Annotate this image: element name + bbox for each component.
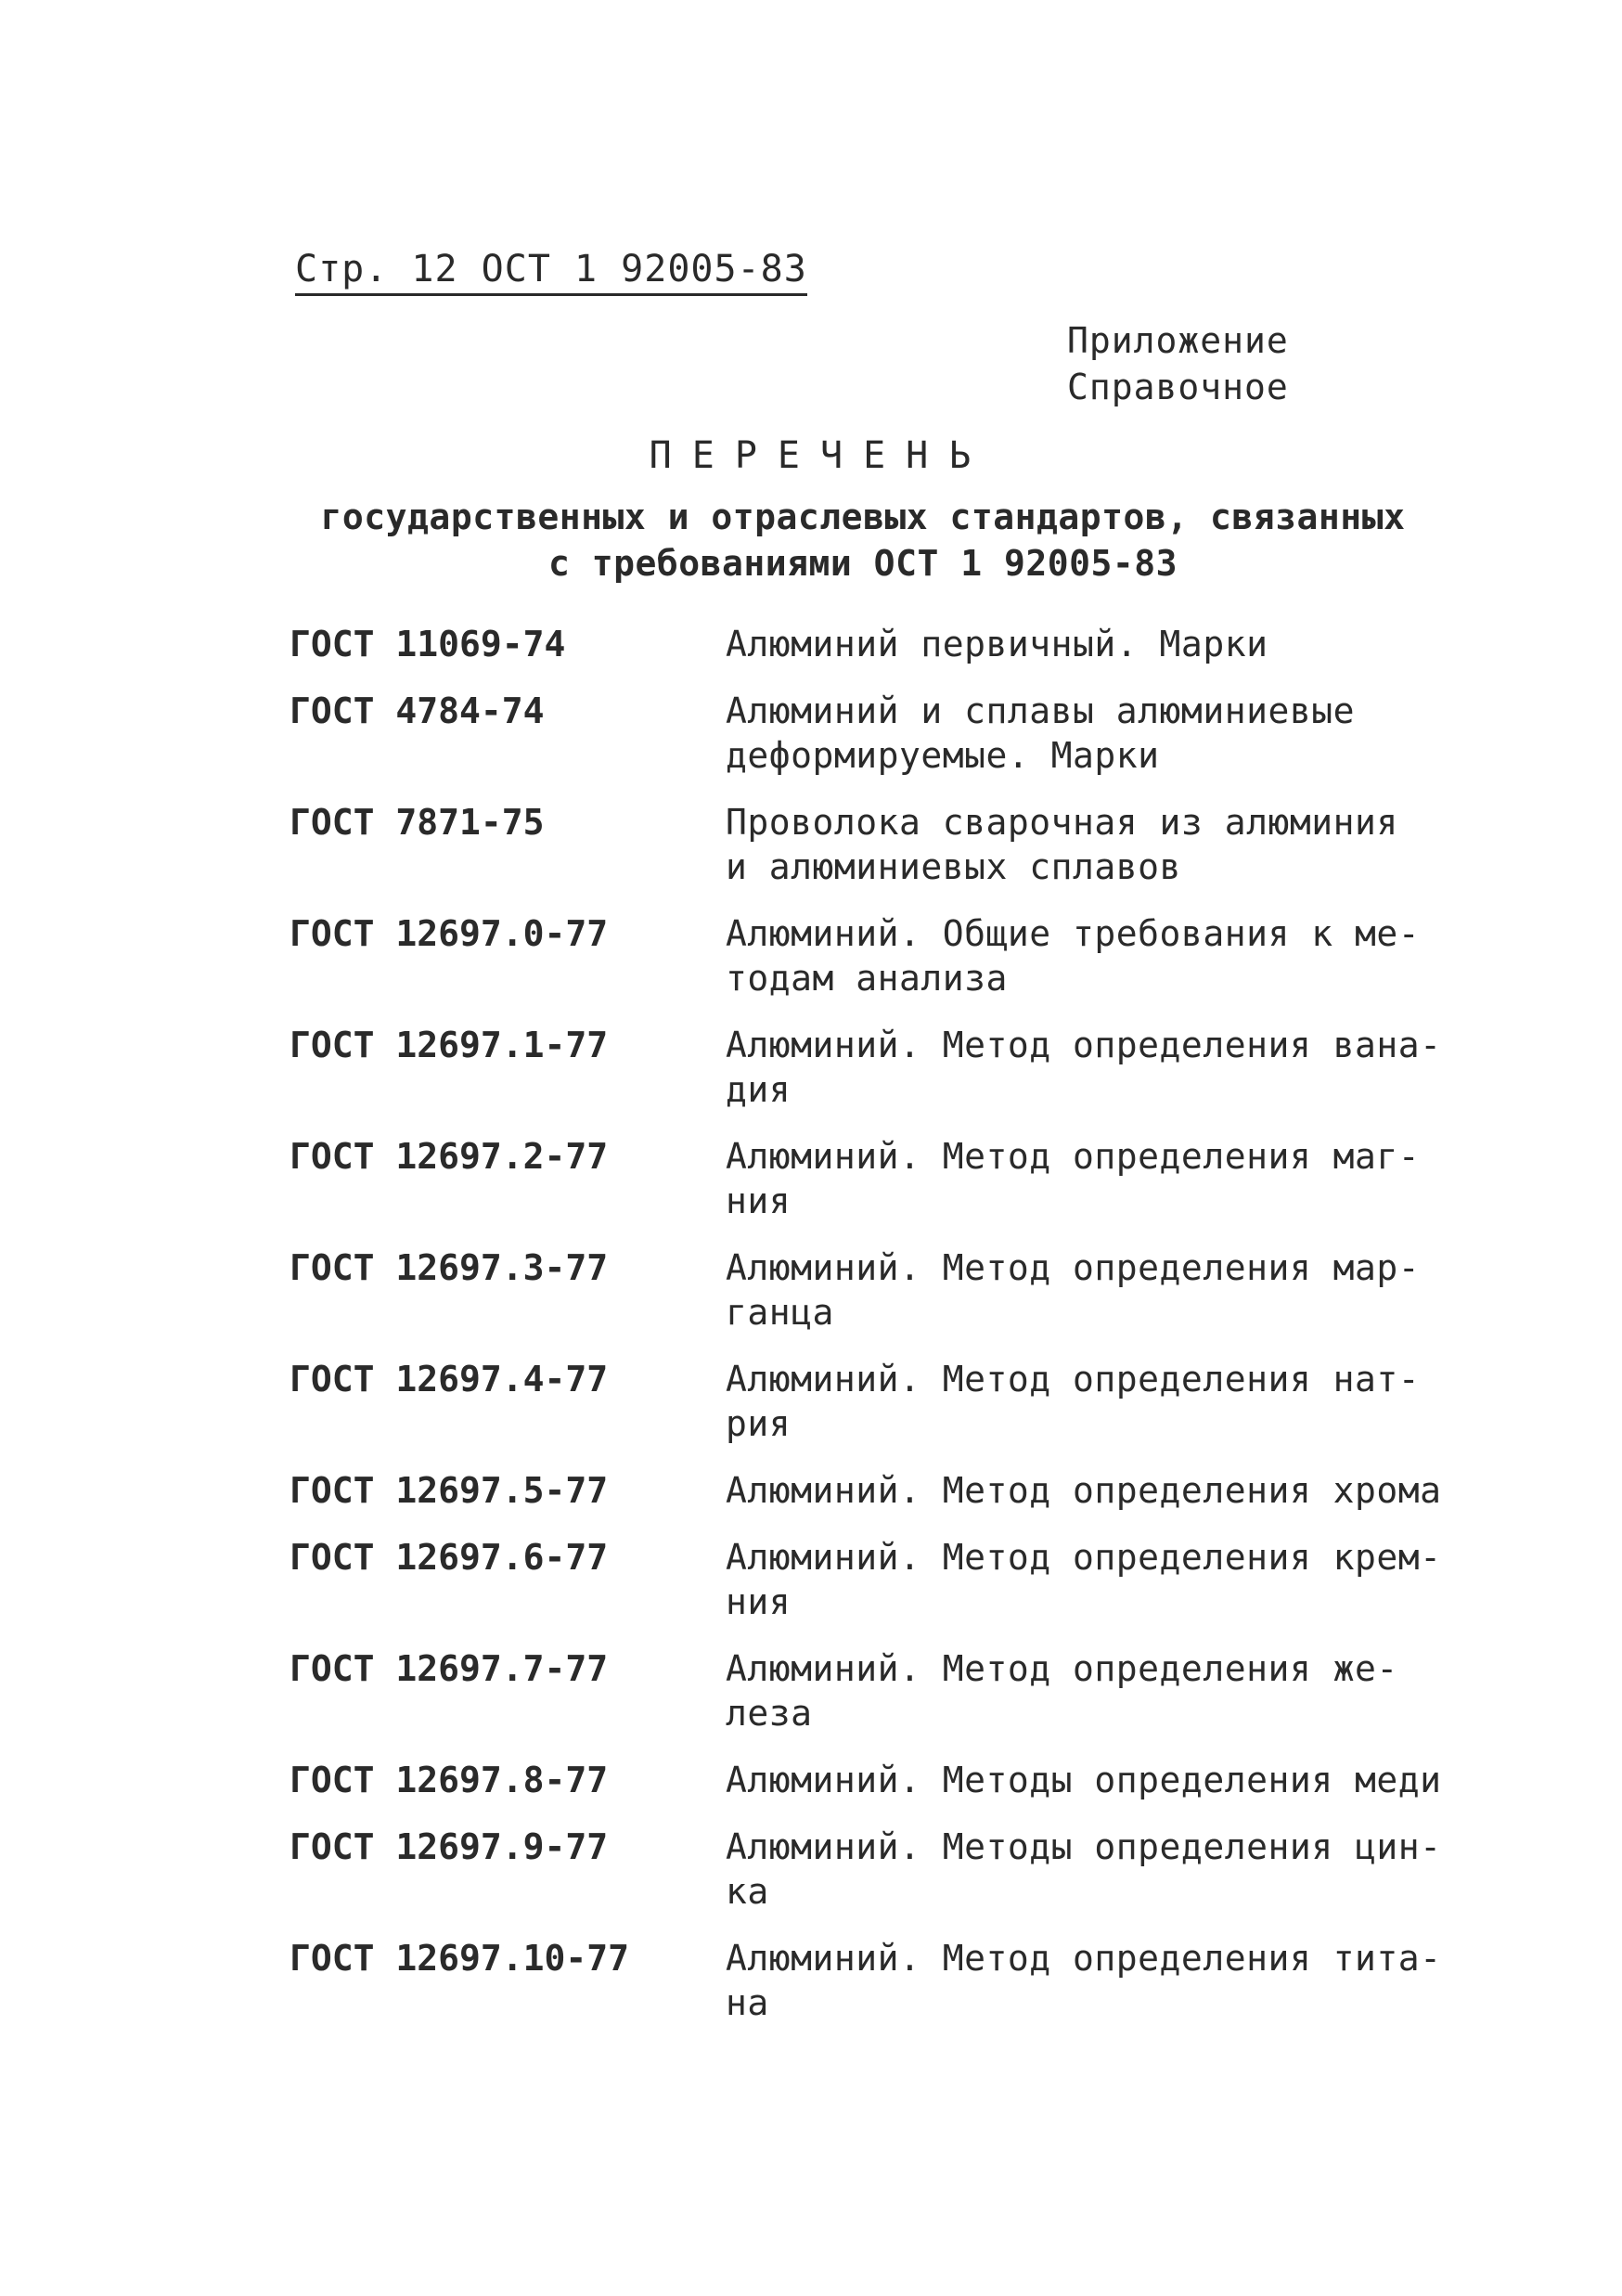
standard-code: ГОСТ 12697.0-77	[290, 913, 609, 954]
standard-row	[290, 1936, 1496, 2025]
standard-code: ГОСТ 12697.1-77	[290, 1025, 609, 1065]
standard-description: Алюминий. Методы определения меди	[726, 1760, 1442, 1800]
standard-code: ГОСТ 12697.10-77	[290, 1938, 630, 1979]
standard-description: Алюминий. Метод определения мар- ганца	[726, 1247, 1421, 1333]
standard-code: ГОСТ 12697.2-77	[290, 1136, 609, 1177]
standard-row	[290, 1825, 1496, 1914]
appendix-block	[1067, 317, 1289, 410]
standard-description: Проволока сварочная из алюминия и алюминиевых сплавов	[726, 802, 1398, 887]
standard-description: Алюминий. Общие требования к ме- тодам анализа	[726, 913, 1421, 999]
standard-row	[290, 1468, 1496, 1513]
standard-row	[290, 911, 1496, 1000]
standard-code: ГОСТ 4784-74	[290, 690, 545, 731]
standard-code: ГОСТ 12697.6-77	[290, 1537, 609, 1578]
appendix-type: Справочное	[1067, 367, 1289, 407]
standard-code: ГОСТ 12697.3-77	[290, 1247, 609, 1288]
appendix-label: Приложение	[1067, 320, 1289, 361]
standard-code: ГОСТ 12697.7-77	[290, 1648, 609, 1689]
document-title: ПЕРЕЧЕНЬ	[649, 434, 992, 477]
standard-row	[290, 1134, 1496, 1223]
standard-description: Алюминий. Метод определения хрома	[726, 1470, 1442, 1511]
standard-code: ГОСТ 7871-75	[290, 802, 545, 843]
standard-row	[290, 1245, 1496, 1335]
standard-description: Алюминий и сплавы алюминиевые деформируемые. Марки	[726, 690, 1355, 776]
standard-description: Алюминий. Метод определения вана- дия	[726, 1025, 1442, 1110]
subtitle-line-1: государственных и отраслевых стандартов, связанных	[320, 497, 1406, 537]
standard-code: ГОСТ 12697.5-77	[290, 1470, 609, 1511]
standard-code: ГОСТ 11069-74	[290, 624, 566, 664]
standard-row	[290, 1357, 1496, 1446]
standard-row	[290, 1758, 1496, 1802]
standard-description: Алюминий. Метод определения же- леза	[726, 1648, 1398, 1734]
standard-description: Алюминий. Метод определения маг- ния	[726, 1136, 1421, 1221]
standard-row	[290, 800, 1496, 889]
standard-row	[290, 622, 1496, 666]
standard-code: ГОСТ 12697.9-77	[290, 1826, 609, 1867]
standard-description: Алюминий. Методы определения цин- ка	[726, 1826, 1442, 1912]
page-header: Стр. 12 ОСТ 1 92005-83	[295, 247, 807, 296]
standard-row	[290, 1535, 1496, 1624]
standard-row	[290, 1646, 1496, 1735]
standard-code: ГОСТ 12697.8-77	[290, 1760, 609, 1800]
standard-description: Алюминий. Метод определения тита- на	[726, 1938, 1442, 2023]
standard-row	[290, 1023, 1496, 1112]
standard-description: Алюминий первичный. Марки	[726, 624, 1268, 664]
standard-description: Алюминий. Метод определения нат- рия	[726, 1359, 1421, 1444]
subtitle-line-2: с требованиями ОСТ 1 92005-83	[548, 543, 1178, 584]
document-subtitle	[278, 494, 1448, 587]
standard-code: ГОСТ 12697.4-77	[290, 1359, 609, 1400]
standard-row	[290, 689, 1496, 778]
standards-list	[290, 622, 1496, 2047]
standard-description: Алюминий. Метод определения крем- ния	[726, 1537, 1442, 1622]
